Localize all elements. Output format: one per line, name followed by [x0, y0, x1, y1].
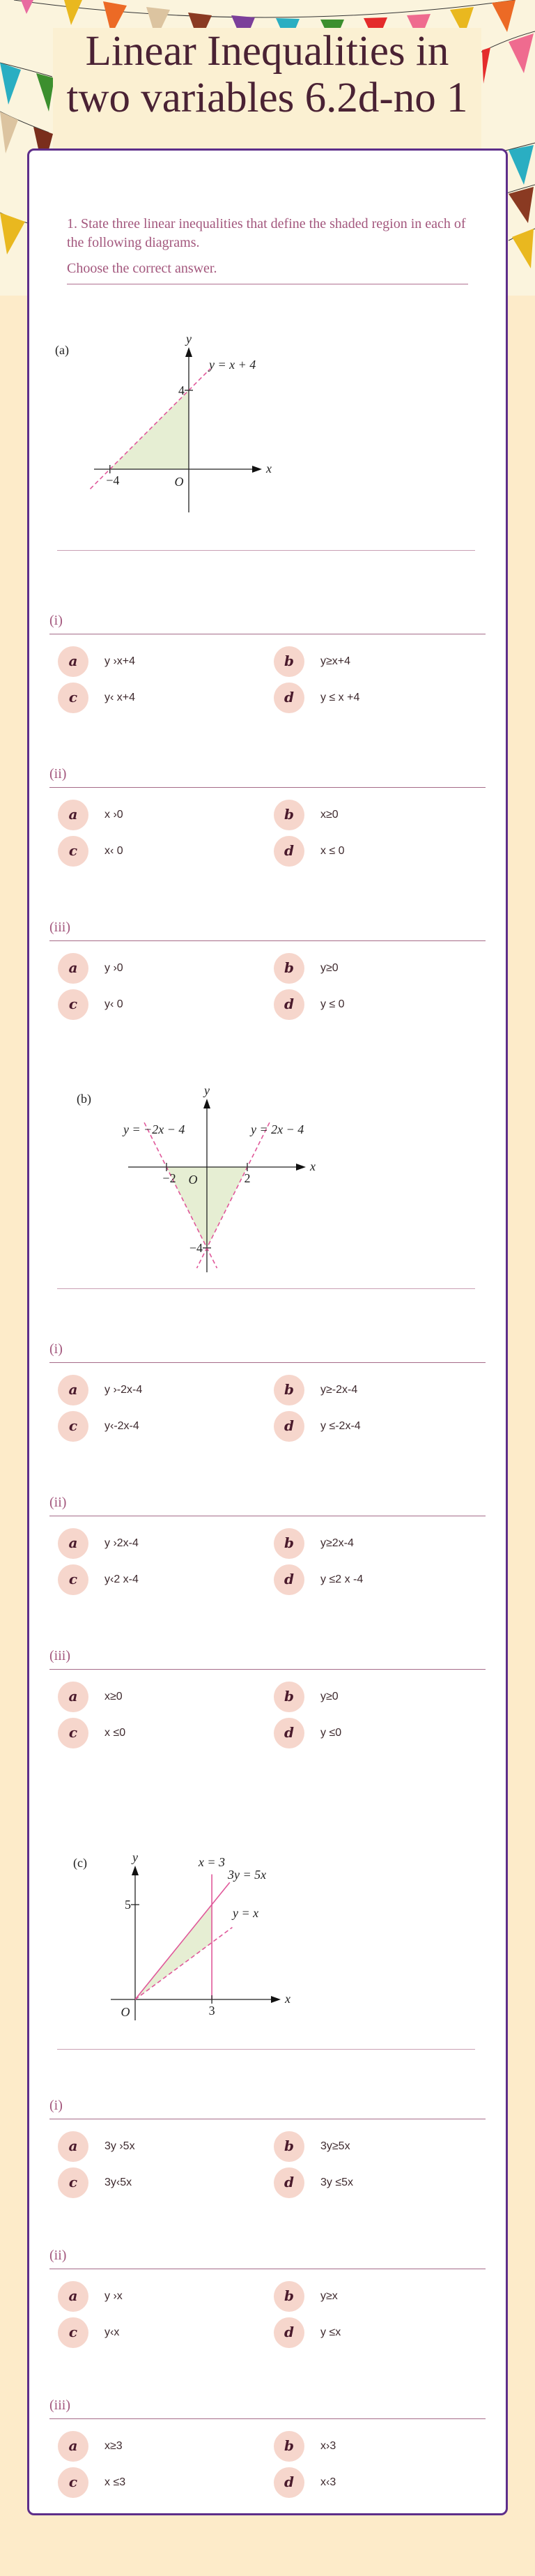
answer-option-a[interactable] — [58, 953, 267, 984]
option-letter-badge: c — [58, 836, 88, 867]
equation-label: y = x + 4 — [209, 358, 256, 372]
option-text: y ›0 — [104, 962, 123, 974]
option-letter-badge: b — [274, 953, 304, 984]
diagram-label: (b) — [77, 1092, 91, 1106]
tick-label: −4 — [106, 473, 120, 487]
option-text: x ≤ 0 — [320, 845, 345, 857]
answer-option-c[interactable] — [58, 836, 267, 867]
answer-option-a[interactable] — [58, 2281, 267, 2312]
option-letter-badge: b — [274, 2431, 304, 2462]
diagram-label: (c) — [73, 1856, 87, 1870]
option-letter-badge: b — [274, 800, 304, 830]
answer-option-a[interactable] — [58, 2131, 267, 2162]
option-text: y ›x — [104, 2290, 123, 2302]
option-letter-badge: b — [274, 2131, 304, 2162]
answer-option-a[interactable] — [58, 1682, 267, 1712]
option-text: y ≤x — [320, 2326, 341, 2338]
option-text: y ›-2x-4 — [104, 1384, 143, 1396]
option-text: y ≤-2x-4 — [320, 1420, 361, 1432]
option-letter-badge: b — [274, 2281, 304, 2312]
y-axis-label: y — [186, 332, 192, 346]
tick-label: 3 — [208, 2004, 215, 2018]
subquestion — [29, 2095, 506, 2234]
subquestion-label: (i) — [49, 1341, 63, 1357]
option-letter-badge: c — [58, 989, 88, 1020]
separator — [57, 1288, 475, 1289]
option-text: y≥0 — [320, 962, 339, 974]
diagram-graph — [29, 1799, 506, 2050]
answer-option-c[interactable] — [58, 1564, 267, 1595]
option-letter-badge: b — [274, 1375, 304, 1405]
option-text: x≥3 — [104, 2440, 123, 2452]
page-title: Linear Inequalities in two variables 6.2d-no 1 — [66, 28, 468, 121]
option-letter-badge: d — [274, 1718, 304, 1748]
answer-option-d[interactable] — [274, 2167, 483, 2198]
equation-label: 3y = 5x — [228, 1868, 267, 1882]
y-axis-label: y — [132, 1850, 138, 1864]
option-letter-badge: c — [58, 2467, 88, 2498]
answer-option-c[interactable] — [58, 683, 267, 713]
answer-option-c[interactable] — [58, 2317, 267, 2348]
option-text: y≥x+4 — [320, 655, 351, 667]
subquestion-divider — [49, 787, 486, 788]
subquestion — [29, 1645, 506, 1785]
equation-label: y = x — [233, 1906, 259, 1920]
answer-option-b[interactable] — [274, 800, 483, 830]
option-letter-badge: c — [58, 1564, 88, 1595]
diagram-0 — [29, 282, 506, 551]
option-letter-badge: a — [58, 646, 88, 677]
option-text: 3y ›5x — [104, 2140, 135, 2152]
option-letter-badge: a — [58, 2431, 88, 2462]
equation-label: y = 2x − 4 — [251, 1122, 304, 1136]
subquestion-label: (ii) — [49, 766, 67, 782]
answer-option-d[interactable] — [274, 2467, 483, 2498]
answer-option-a[interactable] — [58, 1528, 267, 1559]
answer-option-b[interactable] — [274, 2431, 483, 2462]
tick-label: 5 — [125, 1898, 131, 1912]
option-letter-badge: d — [274, 836, 304, 867]
option-letter-badge: c — [58, 1718, 88, 1748]
subquestion-divider — [49, 1362, 486, 1363]
subquestion — [29, 1339, 506, 1478]
option-text: y‹ x+4 — [104, 692, 136, 703]
answer-option-b[interactable] — [274, 646, 483, 677]
subquestion-label: (iii) — [49, 920, 70, 935]
option-text: y≥2x-4 — [320, 1537, 354, 1549]
option-letter-badge: a — [58, 953, 88, 984]
option-text: y≥0 — [320, 1691, 339, 1702]
option-letter-badge: d — [274, 1564, 304, 1595]
diagram-1 — [29, 1074, 506, 1289]
worksheet-card — [27, 148, 508, 2515]
option-text: y ›2x-4 — [104, 1537, 139, 1549]
subquestion — [29, 2395, 506, 2534]
answer-option-d[interactable] — [274, 989, 483, 1020]
subquestion-label: (ii) — [49, 1495, 67, 1510]
subquestion — [29, 917, 506, 1056]
option-text: y ≤ 0 — [320, 998, 345, 1010]
option-text: 3y‹5x — [104, 2177, 132, 2188]
option-letter-badge: b — [274, 1682, 304, 1712]
diagram-2 — [29, 1799, 506, 2050]
option-letter-badge: c — [58, 1411, 88, 1442]
diagram-label: (a) — [55, 343, 69, 357]
answer-option-d[interactable] — [274, 1718, 483, 1748]
x-axis-arrow-icon — [271, 1996, 281, 2003]
separator — [57, 2049, 475, 2050]
option-letter-badge: d — [274, 2317, 304, 2348]
option-letter-badge: d — [274, 2167, 304, 2198]
answer-option-d[interactable] — [274, 836, 483, 867]
option-letter-badge: d — [274, 989, 304, 1020]
subquestion-divider — [49, 1669, 486, 1670]
option-letter-badge: c — [58, 683, 88, 713]
option-letter-badge: a — [58, 1375, 88, 1405]
option-text: x≥0 — [320, 809, 339, 821]
answer-option-c[interactable] — [58, 989, 267, 1020]
separator — [57, 550, 475, 551]
x-axis-label: x — [310, 1159, 316, 1173]
diagram-graph — [29, 282, 506, 551]
option-text: y≥x — [320, 2290, 338, 2302]
answer-option-c[interactable] — [58, 1411, 267, 1442]
answer-option-d[interactable] — [274, 1411, 483, 1442]
option-letter-badge: b — [274, 646, 304, 677]
option-text: x ≤0 — [104, 1727, 126, 1739]
question-block — [67, 215, 468, 284]
answer-option-c[interactable] — [58, 1718, 267, 1748]
option-letter-badge: c — [58, 2317, 88, 2348]
question-instruction: Choose the correct answer. — [67, 261, 217, 276]
boundary-line — [135, 1882, 230, 1999]
subquestion-label: (iii) — [49, 2398, 70, 2413]
option-letter-badge: a — [58, 1682, 88, 1712]
option-text: y ≤0 — [320, 1727, 342, 1739]
subquestion — [29, 2245, 506, 2384]
option-letter-badge: d — [274, 683, 304, 713]
option-text: x‹3 — [320, 2476, 336, 2488]
answer-option-b[interactable] — [274, 1682, 483, 1712]
subquestion-label: (ii) — [49, 2248, 67, 2263]
answer-option-d[interactable] — [274, 2317, 483, 2348]
subquestion-label: (i) — [49, 2098, 63, 2113]
answer-option-b[interactable] — [274, 1375, 483, 1405]
option-letter-badge: a — [58, 2131, 88, 2162]
tick-label: −2 — [162, 1171, 176, 1185]
origin-label: O — [174, 475, 184, 489]
option-text: y ≤2 x -4 — [320, 1573, 364, 1585]
option-letter-badge: a — [58, 2281, 88, 2312]
answer-option-a[interactable] — [58, 1375, 267, 1405]
answer-option-d[interactable] — [274, 1564, 483, 1595]
option-letter-badge: a — [58, 800, 88, 830]
option-text: y ≤ x +4 — [320, 692, 360, 703]
option-text: x›3 — [320, 2440, 336, 2452]
option-text: y‹x — [104, 2326, 120, 2338]
answer-option-b[interactable] — [274, 2131, 483, 2162]
answer-option-d[interactable] — [274, 683, 483, 713]
subquestion-label: (iii) — [49, 1648, 70, 1663]
subquestion-divider — [49, 2418, 486, 2419]
answer-option-b[interactable] — [274, 2281, 483, 2312]
boundary-line — [91, 369, 211, 489]
tick-label: 2 — [244, 1171, 251, 1185]
option-text: x ›0 — [104, 809, 123, 821]
option-text: 3y≥5x — [320, 2140, 350, 2152]
equation-label: x = 3 — [198, 1855, 226, 1869]
diagram-graph — [29, 1074, 506, 1289]
option-letter-badge: d — [274, 1411, 304, 1442]
option-text: x≥0 — [104, 1691, 123, 1702]
answer-option-a[interactable] — [58, 800, 267, 830]
option-text: y‹2 x-4 — [104, 1573, 139, 1585]
subquestion — [29, 763, 506, 903]
subquestion-label: (i) — [49, 613, 63, 628]
option-letter-badge: a — [58, 1528, 88, 1559]
option-text: x ≤3 — [104, 2476, 126, 2488]
tick-label: −4 — [189, 1241, 203, 1255]
answer-option-b[interactable] — [274, 953, 483, 984]
x-axis-arrow-icon — [252, 466, 262, 473]
answer-option-c[interactable] — [58, 2467, 267, 2498]
answer-option-c[interactable] — [58, 2167, 267, 2198]
option-text: y ›x+4 — [104, 655, 136, 667]
y-axis-arrow-icon — [185, 347, 192, 357]
y-axis-arrow-icon — [132, 1866, 139, 1875]
subquestion-divider — [49, 940, 486, 941]
y-axis-arrow-icon — [203, 1099, 210, 1108]
subquestion — [29, 610, 506, 749]
option-text: y≥-2x-4 — [320, 1384, 358, 1396]
answer-option-b[interactable] — [274, 1528, 483, 1559]
x-axis-label: x — [285, 1992, 290, 2006]
origin-label: O — [121, 2005, 130, 2019]
option-letter-badge: c — [58, 2167, 88, 2198]
option-text: x‹ 0 — [104, 845, 123, 857]
question-text: 1. State three linear inequalities that define the shaded region in each of the following diagrams. — [67, 216, 466, 250]
option-letter-badge: d — [274, 2467, 304, 2498]
tick-label: 4 — [178, 383, 185, 397]
option-text: y‹ 0 — [104, 998, 123, 1010]
option-text: y‹-2x-4 — [104, 1420, 139, 1432]
y-axis-label: y — [204, 1083, 210, 1097]
origin-label: O — [188, 1173, 198, 1187]
option-letter-badge: b — [274, 1528, 304, 1559]
answer-option-a[interactable] — [58, 2431, 267, 2462]
answer-option-a[interactable] — [58, 646, 267, 677]
equation-label: y = −2x − 4 — [123, 1122, 185, 1136]
option-text: 3y ≤5x — [320, 2177, 354, 2188]
x-axis-arrow-icon — [296, 1164, 306, 1171]
x-axis-label: x — [266, 462, 272, 475]
subquestion — [29, 1492, 506, 1631]
